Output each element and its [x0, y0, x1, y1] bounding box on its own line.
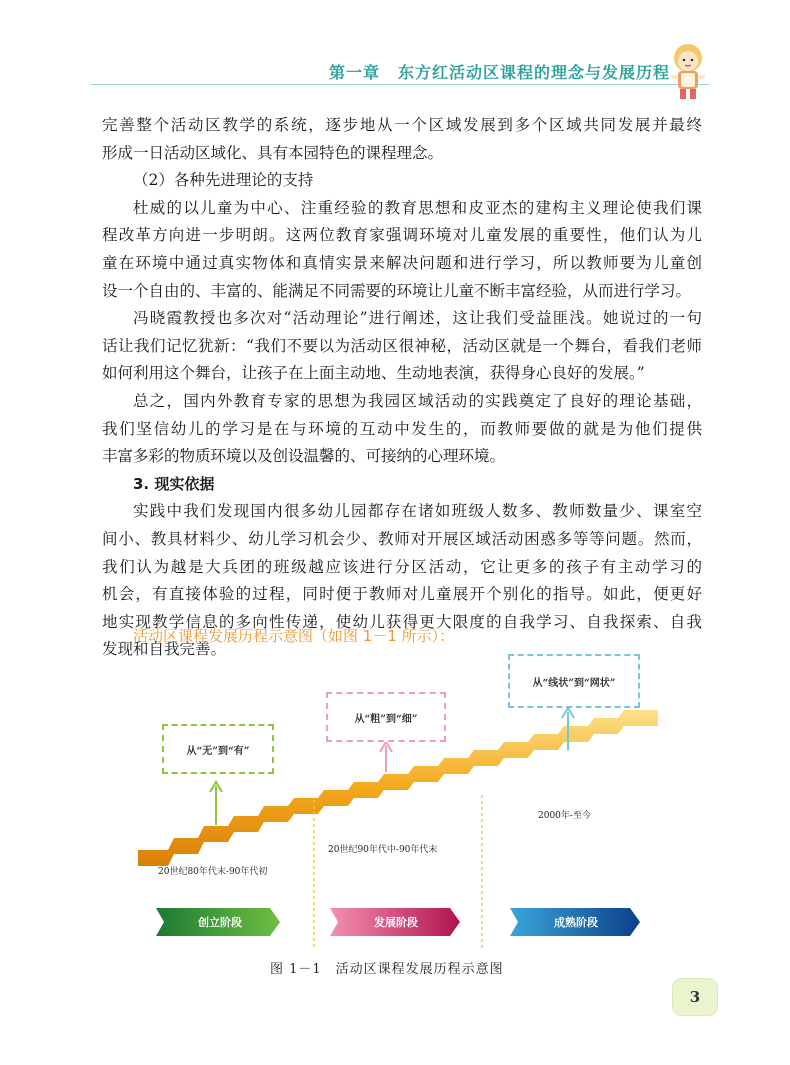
svg-text:成熟阶段: 成熟阶段	[554, 916, 598, 929]
figure-caption: 图 1－1 活动区课程发展历程示意图	[270, 962, 504, 977]
stage-arrow-development	[330, 908, 460, 936]
figure-intro: 活动区课程发展历程示意图（如图 1－1 所示）：	[133, 627, 455, 645]
paragraph-line: 设一个自由的、丰富的、能满足不同需要的环境让儿童不断丰富经验，从而进行学习。	[102, 281, 692, 300]
paragraph-line: 地实现教学信息的多向性传递，使幼儿获得更大限度的自我学习、自我探索、自我	[102, 612, 702, 631]
subheading-theory: （2）各种先进理论的支持	[133, 171, 314, 190]
child-mascot-icon	[665, 40, 711, 102]
paragraph-line: 如何利用这个舞台，让孩子在上面主动地、生动地表演，获得身心良好的发展。”	[102, 364, 645, 383]
period-label-founding: 20世纪80年代末-90年代初	[158, 867, 268, 877]
period-label-mature: 2000年-至今	[538, 811, 591, 821]
paragraph-line: 程改革方向进一步明朗。这两位教育家强调环境对儿童发展的重要性，他们认为儿	[102, 226, 702, 245]
paragraph-line: 童在环境中通过真实物体和真情实景来解决问题和进行学习，所以教师要为儿童创	[102, 253, 702, 272]
body-text	[102, 112, 702, 664]
arrow-up-icon	[380, 742, 392, 772]
paragraph-line: 我们坚信幼儿的学习是在与环境的互动中发生的，而教师要做的就是为他们提供	[102, 419, 702, 438]
stage-box-mature: 从“线状”到“网状”	[508, 654, 640, 708]
arrow-up-icon	[210, 782, 222, 825]
chapter-number: 第一章	[328, 63, 380, 82]
stage-arrow-founding	[156, 908, 280, 936]
paragraph-line: 完善整个活动区教学的系统，逐步地从一个区域发展到多个区域共同发展并最终	[102, 116, 702, 134]
period-label-development: 20世纪90年代中-90年代末	[328, 845, 438, 855]
paragraph-line: 总之，国内外教育专家的思想为我园区域活动的实践奠定了良好的理论基础，	[133, 391, 702, 410]
paragraph-line: 发现和自我完善。	[102, 640, 227, 659]
paragraph-line: 丰富多彩的物质环境以及创设温馨的、可接纳的心理环境。	[102, 447, 506, 466]
paragraph-line: 形成一日活动区域化、具有本园特色的课程理念。	[102, 143, 444, 162]
svg-text:创立阶段: 创立阶段	[198, 916, 242, 929]
chapter-title	[329, 60, 670, 83]
paragraph-line: 实践中我们发现国内很多幼儿园都存在诸如班级人数多、教师数量少、课室空	[133, 502, 702, 521]
header-rule	[90, 84, 710, 85]
svg-text:发展阶段: 发展阶段	[374, 916, 418, 929]
paragraph-line: 话让我们记忆犹新：“我们不要以为活动区很神秘，活动区就是一个舞台，看我们老师	[102, 336, 702, 355]
stage-box-development: 从“粗”到“细”	[326, 692, 446, 742]
chapter-name: 东方红活动区课程的理念与发展历程	[397, 63, 670, 82]
paragraph-line: 机会，有直接体验的过程，同时便于教师对儿童展开个别化的指导。如此，便更好	[102, 585, 702, 604]
paragraph-line: 间小、教具材料少、幼儿学习机会少、教师对开展区域活动困惑多等等问题。然而，	[102, 529, 702, 548]
paragraph-line: 我们认为越是大兵团的班级越应该进行分区活动，它让更多的孩子有主动学习的	[102, 557, 702, 576]
stage-arrow-mature	[510, 908, 640, 936]
development-diagram	[130, 650, 670, 950]
paragraph-line: 冯晓霞教授也多次对“活动理论”进行阐述，这让我们受益匪浅。她说过的一句	[133, 309, 702, 328]
paragraph-line: 杜威的以儿童为中心、注重经验的教育思想和皮亚杰的建构主义理论使我们课	[133, 198, 702, 217]
page-number: 3	[672, 978, 718, 1016]
subheading-reality: 3. 现实依据	[133, 474, 215, 493]
stage-box-founding: 从“无”到“有”	[162, 724, 274, 774]
